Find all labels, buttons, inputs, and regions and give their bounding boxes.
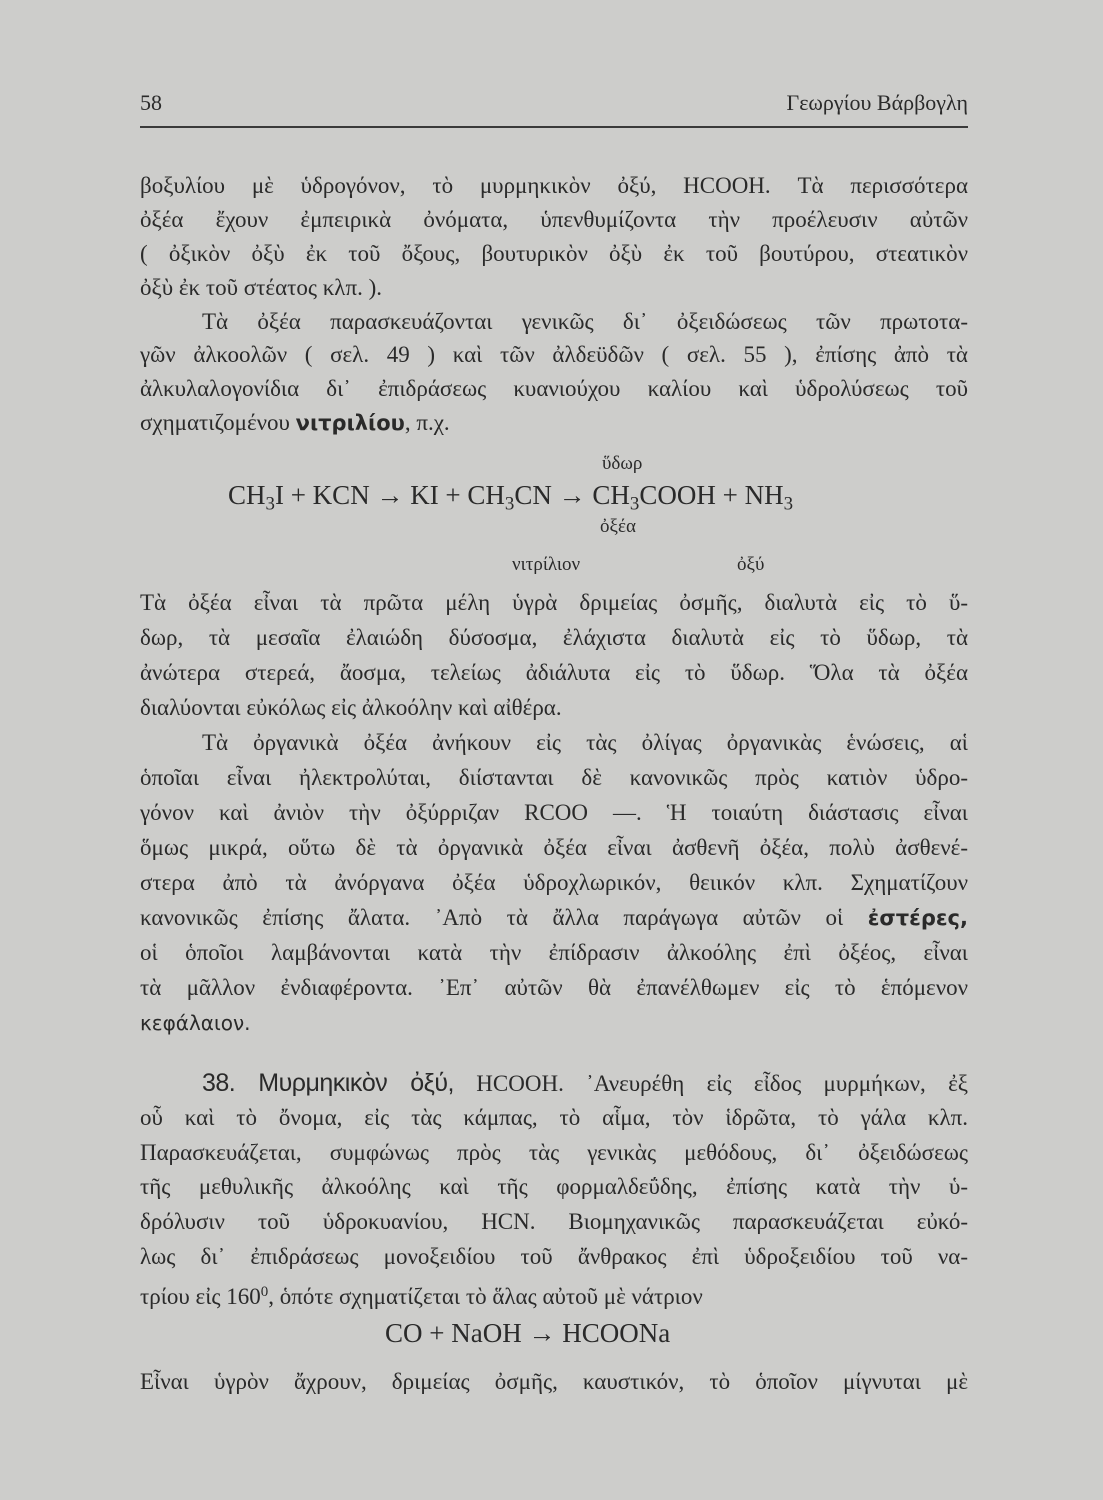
equation-sodium-formate [385,1318,670,1349]
script-index: 3 [504,493,515,515]
script-index: 0 [260,1283,269,1300]
text-line [140,830,968,865]
text-line [140,1205,968,1240]
paragraph-formic-acid-properties [140,1365,968,1399]
text-run: Τὰ ὀργανικὰ ὀξέα ἀνήκουν εἰς τὰς ὀλίγας ὀργανικὰς ἑνώσεις, αἱ [202,730,968,755]
text-run: δωρ, τὰ μεσαῖα ἐλαιώδη δύσοσμα, ἐλάχιστα διαλυτὰ εἰς τὸ ὕδωρ, τὰ [140,625,968,650]
text-run: ὅμως μικρά, οὕτω δὲ τὰ ὀργανικὰ ὀξέα εἶναι ἀσθενῆ ὀξέα, πολὺ ἀσθενέ- [140,835,968,860]
text-line [140,237,968,271]
text-line [140,655,968,690]
script-index: 3 [629,493,640,515]
text-run: , π.χ. [404,410,450,436]
text-run: Τὰ ὀξέα εἶναι τὰ πρῶτα μέλη ὑγρὰ δριμείας ὀσμῆς, διαλυτὰ εἰς τὸ ὕ- [140,590,968,615]
text-run: σχηματιζομένου [140,410,296,436]
text-run: οἱ ὁποῖοι λαμβάνονται κατὰ τὴν ἐπίδρασιν ἀλκοόλης ἐπὶ ὀξέος, εἶναι [140,940,968,965]
text-run: γῶν ἀλκοολῶν ( σελ. 49 ) καὶ τῶν ἀλδεϋδῶν ( σελ. 55 ), ἐπίσης ἀπὸ τὰ [140,342,968,368]
text-line [140,725,968,760]
text-line [140,620,968,655]
text-line [140,1136,968,1171]
text-run: Εἶναι ὑγρὸν ἄχρουν, δριμείας ὀσμῆς, καυστικόν, τὸ ὁποῖον μίγνυται μὲ [140,1369,968,1394]
text-run: τῆς μεθυλικῆς ἀλκοόλης καὶ τῆς φορμαλδεΰδης, ἐπίσης κατὰ τὴν ὑ- [140,1174,968,1200]
text-line [140,406,968,440]
text-run: τρίου εἰς 160 [140,1284,261,1309]
text-line [140,900,968,935]
text-line [140,865,968,900]
text-line [140,1005,968,1040]
text-run: βοξυλίου μὲ ὑδρογόνον, τὸ μυρμηκικὸν ὀξύ, HCOOH. Τὰ περισσότερα [140,173,968,198]
script-index: 3 [265,493,275,515]
text-run: ἀνώτερα στερεά, ἄοσμα, τελείως ἀδιάλυτα εἰς τὸ ὕδωρ. Ὅλα τὰ ὀξέα [140,660,968,685]
text-run: κεφάλαιον. [140,1011,251,1035]
text-line [140,760,968,795]
label-nitrile: νιτρίλιον [512,554,581,575]
page-number: 58 [140,90,162,115]
text-line [140,271,968,305]
text-run: I + KCN → KI + CH [274,480,505,510]
text-line [140,1101,968,1136]
header-rule [140,126,968,128]
text-run: διαλύονται εὐκόλως εἰς ἀλκοόλην καὶ αἰθέρα. [140,695,562,720]
text-run: τὰ μᾶλλον ἐνδιαφέροντα. ᾿Επ᾿ αὐτῶν θὰ ἐπανέλθωμεν εἰς τὸ ἑπόμενον [140,975,968,1000]
text-line [140,585,968,620]
text-line [140,372,968,406]
reaction-condition-water: ὕδωρ [602,453,643,474]
running-title: Γεωργίου Βάρβογλη [786,90,968,115]
text-run: COOH + NH [639,480,784,510]
section-38-formic-acid [140,1066,968,1310]
text-run: CO + NaOH → HCOONa [385,1318,671,1348]
text-line [140,1275,968,1310]
text-run: κανονικῶς ἐπίσης ἄλατα. ᾿Απὸ τὰ ἄλλα παράγωγα αὐτῶν οἱ [140,905,868,930]
text-line [140,690,968,725]
text-line [140,1066,968,1101]
text-line [140,1170,968,1205]
text-run: λως δι᾿ ἐπιδράσεως μονοξειδίου τοῦ ἄνθρακος ἐπὶ ὑδροξειδίου τοῦ να- [140,1243,968,1269]
text-run: Τὰ ὀξέα παρασκευάζονται γενικῶς δι᾿ ὀξειδώσεως τῶν πρωτοτα- [202,308,968,334]
section-heading: 38. Μυρμηκικὸν ὀξύ, [202,1069,454,1097]
text-run: οὗ καὶ τὸ ὄνομα, εἰς τὰς κάμπας, τὸ αἷμα, τὸν ἱδρῶτα, τὸ γάλα κλπ. [140,1104,968,1130]
bold-term: νιτριλίου [295,411,405,436]
reaction-condition-acids: ὀξέα [600,516,636,537]
text-run: ὀξέα ἔχουν ἐμπειρικὰ ὀνόματα, ὑπενθυμίζοντα τὴν προέλευσιν αὐτῶν [140,206,968,232]
paragraph-group-carboxylic-acids [140,169,968,440]
text-run: στερα ἀπὸ τὰ ἀνόργανα ὀξέα ὑδροχλωρικόν, θειικόν κλπ. Σχηματίζουν [140,870,968,895]
text-line [140,305,968,339]
text-run: HCOOH. ᾿Ανευρέθη εἰς εἶδος μυρμήκων, ἐξ [453,1071,968,1096]
equation-nitrile-hydrolysis [228,480,793,516]
text-run: , ὁπότε σχηματίζεται τὸ ἅλας αὐτοῦ μὲ νάτριον [268,1284,703,1309]
label-acid: ὀξύ [737,554,765,575]
text-run: δρόλυσιν τοῦ ὑδροκυανίου, HCN. Βιομηχανικῶς παρασκευάζεται εὐκό- [140,1209,968,1235]
text-run: ( ὀξικὸν ὀξὺ ἐκ τοῦ ὄξους, βουτυρικὸν ὀξὺ ἐκ τοῦ βουτύρου, στεατικὸν [140,240,968,266]
paragraph-group-properties [140,585,968,1040]
text-line [140,1240,968,1275]
text-run: ὁποῖαι εἶναι ἠλεκτρολύται, διίστανται δὲ κανονικῶς πρὸς κατιὸν ὑδρο- [140,765,968,790]
text-line [140,203,968,237]
text-run: CN → CH [514,480,630,510]
text-run: Παρασκευάζεται, συμφώνως πρὸς τὰς γενικὰς μεθόδους, δι᾿ ὀξειδώσεως [140,1139,968,1165]
text-run: ὀξὺ ἐκ τοῦ στέατος κλπ. ). [140,274,382,300]
text-line [140,935,968,970]
text-run: CH [228,480,266,510]
script-index: 3 [783,493,794,515]
text-run: γόνον καὶ ἀνιὸν τὴν ὀξύρριζαν RCOO —. Ἡ τοιαύτη διάστασις εἶναι [140,800,968,825]
text-line [140,795,968,830]
text-line [140,1365,968,1399]
text-line [140,338,968,372]
text-line [140,970,968,1005]
text-line [140,169,968,203]
bold-term: ἐστέρες, [867,906,968,930]
text-run: ἀλκυλαλογονίδια δι᾿ ἐπιδράσεως κυανιούχου καλίου καὶ ὑδρολύσεως τοῦ [140,376,968,402]
